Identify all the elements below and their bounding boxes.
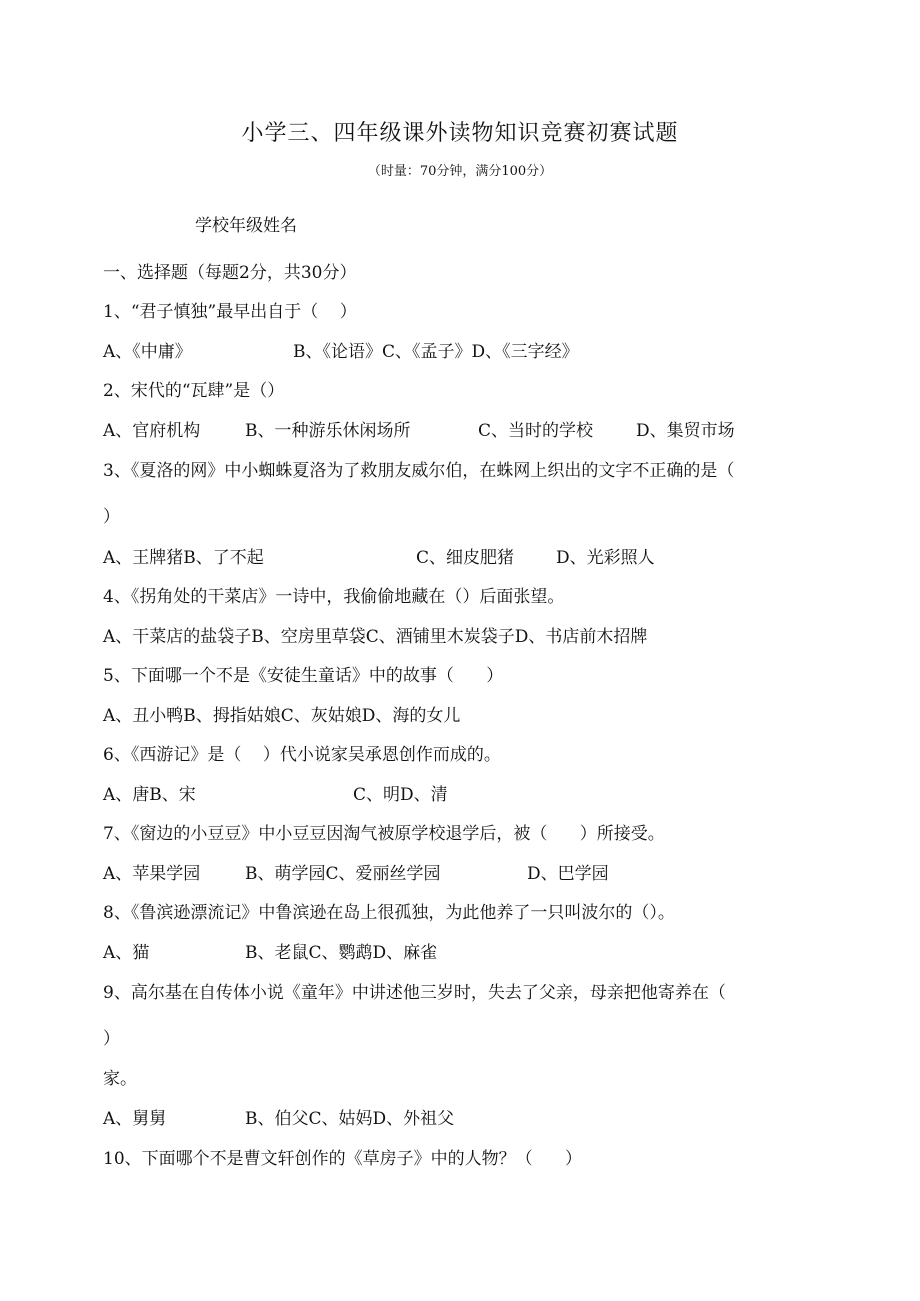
option-text: C、细皮肥猪 [416, 548, 515, 568]
option-text: D、光彩照人 [556, 548, 655, 568]
question-7: 7、《窗边的小豆豆》中小豆豆因淘气被原学校退学后，被（ ）所接受。 [103, 824, 665, 844]
option-text: C、明D、清 [353, 785, 448, 805]
exam-subtitle: （时量：70分钟，满分100分） [367, 164, 553, 179]
question-5: 5、下面哪一个不是《安徒生童话》中的故事（ ） [103, 666, 504, 686]
option-text: A、苹果学园 [103, 864, 201, 884]
question-4: 4、《拐角处的干菜店》一诗中，我偷偷地藏在（）后面张望。 [103, 587, 565, 607]
question-3-options [103, 545, 823, 571]
option-text: B、《论语》C、《孟子》D、《三字经》 [293, 342, 579, 362]
question-3-continued: ） [103, 507, 120, 527]
question-6-options [103, 782, 823, 808]
question-1: 1、“君子慎独”最早出自于（ ） [103, 302, 357, 322]
option-text: C、当时的学校 [478, 421, 594, 441]
question-8-options [103, 940, 823, 966]
option-text: B、一种游乐休闲场所 [245, 421, 411, 441]
question-7-options [103, 861, 823, 887]
option-text: A、官府机构 [103, 421, 201, 441]
section-heading: 一、选择题（每题2分，共30分） [103, 263, 357, 283]
question-4-options [103, 624, 823, 650]
option-text: A、《中庸》 [103, 342, 192, 362]
option-text: B、萌学园C、爱丽丝学园 [245, 864, 441, 884]
question-2-options [103, 418, 823, 444]
option-text: D、集贸市场 [636, 421, 735, 441]
question-2: 2、宋代的“瓦肆”是（） [103, 381, 285, 401]
school-grade-name-line: 学校年级姓名 [195, 216, 297, 236]
question-3: 3、《夏洛的网》中小蜘蛛夏洛为了救朋友威尔伯，在蛛网上织出的文字不正确的是（ [103, 461, 735, 481]
option-text: A、丑小鸭B、拇指姑娘C、灰姑娘D、海的女儿 [103, 706, 461, 726]
question-10: 10、下面哪个不是曹文轩创作的《草房子》中的人物？（ ） [103, 1149, 583, 1169]
question-8: 8、《鲁滨逊漂流记》中鲁滨逊在岛上很孤独，为此他养了一只叫波尔的（）。 [103, 903, 675, 923]
question-9-continued-2: 家。 [103, 1069, 137, 1089]
question-9: 9、高尔基在自传体小说《童年》中讲述他三岁时，失去了父亲，母亲把他寄养在（ [103, 983, 726, 1003]
option-text: A、猫 [103, 943, 150, 963]
option-text: A、唐B、宋 [103, 785, 196, 805]
option-text: B、伯父C、姑妈D、外祖父 [245, 1109, 455, 1129]
option-text: A、干菜店的盐袋子B、空房里草袋C、酒铺里木炭袋子D、书店前木招牌 [103, 627, 648, 647]
question-5-options [103, 703, 823, 729]
question-1-options [103, 339, 823, 365]
question-6: 6、《西游记》是（ ）代小说家吴承恩创作而成的。 [103, 745, 501, 765]
question-9-continued: ） [103, 1029, 120, 1049]
option-text: B、老鼠C、鹦鹉D、麻雀 [245, 943, 438, 963]
question-9-options [103, 1106, 823, 1132]
option-text: D、巴学园 [527, 864, 609, 884]
option-text: A、王牌猪B、了不起 [103, 548, 264, 568]
page-title: 小学三、四年级课外读物知识竞赛初赛试题 [241, 121, 679, 146]
option-text: A、舅舅 [103, 1109, 167, 1129]
